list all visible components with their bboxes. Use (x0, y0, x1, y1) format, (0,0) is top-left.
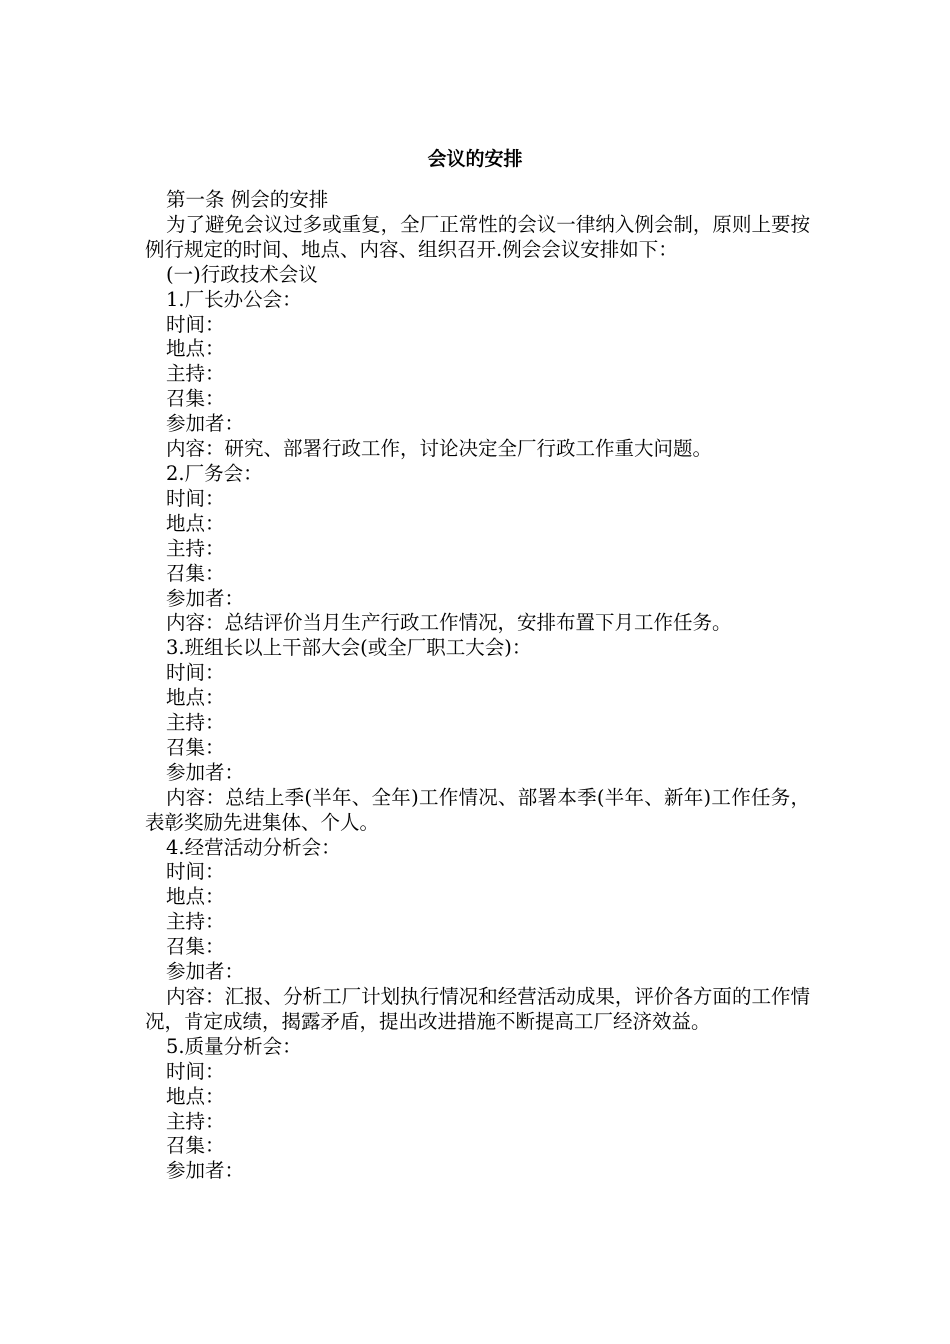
document-paragraph: 召集： (166, 1134, 225, 1158)
document-paragraph: 内容：总结上季(半年、全年)工作情况、部署本季(半年、新年)工作任务，表彰奖励先进集体、个人。 (145, 785, 810, 834)
document-paragraph: 参加者： (166, 412, 245, 436)
document-paragraph: 主持： (166, 1109, 225, 1133)
document-paragraph: 内容：汇报、分析工厂计划执行情况和经营活动成果，评价各方面的工作情况，肯定成绩，揭露矛盾，提出改进措施不断提高工厂经济效益。 (145, 985, 810, 1033)
document-paragraph: 参加者： (166, 760, 245, 784)
document-paragraph: 召集： (166, 561, 225, 585)
document-paragraph: 地点： (166, 686, 225, 710)
document-paragraph: 时间： (166, 860, 225, 884)
document-paragraph: 5.质量分析会： (166, 1034, 302, 1058)
document-paragraph: 1.厂长办公会： (166, 287, 302, 311)
document-paragraph: 参加者： (166, 586, 245, 610)
document-paragraph: 召集： (166, 935, 225, 959)
document-paragraph: 时间： (166, 486, 225, 510)
document-paragraph: 时间： (166, 1059, 225, 1083)
document-paragraph: 主持： (166, 536, 225, 560)
document-paragraph: 主持： (166, 910, 225, 934)
document-paragraph: 地点： (166, 1084, 225, 1108)
document-paragraph: 参加者： (166, 960, 245, 984)
document-paragraph: 内容：研究、部署行政工作，讨论决定全厂行政工作重大问题。 (166, 437, 713, 461)
document-paragraph: 主持： (166, 711, 225, 735)
document-paragraph: 为了避免会议过多或重复，全厂正常性的会议一律纳入例会制，原则上要按例行规定的时间、地点、内容、组织召开.例会会议安排如下： (145, 212, 810, 261)
document-paragraph: 主持： (166, 362, 225, 386)
document-paragraph: 地点： (166, 511, 225, 535)
document-paragraph: 4.经营活动分析会： (166, 835, 341, 859)
document-paragraph: 时间： (166, 661, 225, 685)
document-body (145, 188, 810, 1184)
document-paragraph: 时间： (166, 312, 225, 336)
document-paragraph: 2.厂务会： (166, 461, 263, 485)
document-paragraph: 第一条 例会的安排 (166, 188, 329, 211)
document-paragraph: 内容：总结评价当月生产行政工作情况，安排布置下月工作任务。 (166, 611, 732, 635)
document-paragraph: 地点： (166, 337, 225, 361)
document-paragraph: 召集： (166, 387, 225, 411)
document-paragraph: 召集： (166, 735, 225, 759)
document-title: 会议的安排 (427, 148, 523, 170)
document-paragraph: 地点： (166, 885, 225, 909)
document-paragraph: 3.班组长以上干部大会(或全厂职工大会)： (166, 636, 532, 660)
document-paragraph: 参加者： (166, 1159, 245, 1183)
document-paragraph: (一)行政技术会议 (166, 262, 318, 286)
